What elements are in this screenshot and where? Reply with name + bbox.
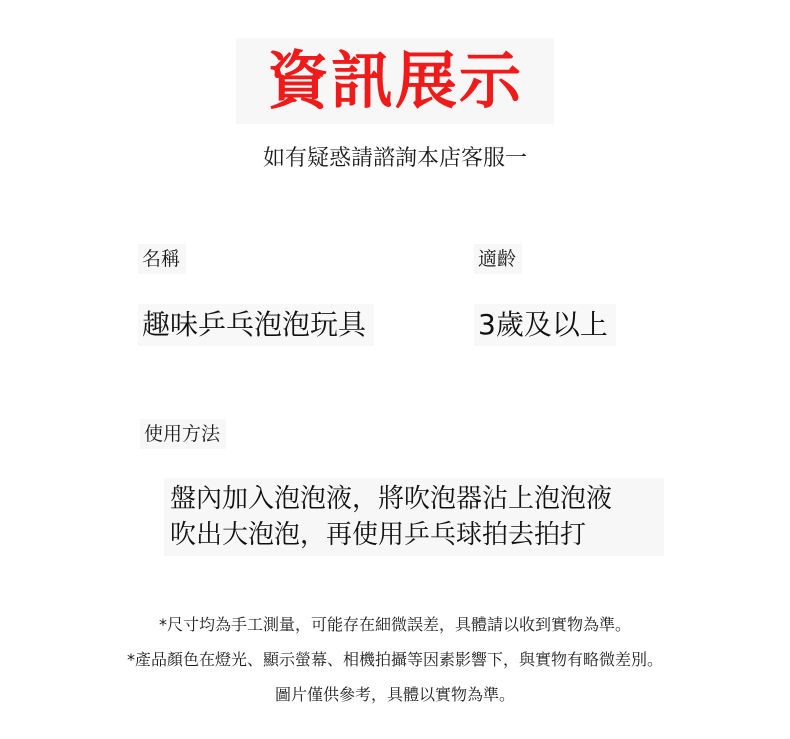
page-subtitle: 如有疑惑請諮詢本店客服一 (262, 146, 527, 171)
note-color: *產品顏色在燈光、顯示螢幕、相機拍攝等因素影響下，與實物有略微差別。 (126, 650, 663, 669)
name-value: 趣味乒乓泡泡玩具 (138, 304, 374, 346)
usage-label: 使用方法 (140, 419, 226, 449)
note-size: *尺寸均為手工測量，可能存在細微誤差，具體請以收到實物為準。 (158, 615, 631, 634)
age-value: 3歲及以上 (474, 304, 616, 346)
usage-line-2: 吹出大泡泡，再使用乒乓球拍去拍打 (170, 520, 587, 550)
page-title: 資訊展示 (266, 44, 523, 117)
note-reference: 圖片僅供參考，具體以實物為準。 (274, 685, 515, 704)
name-label: 名稱 (138, 244, 186, 274)
title-banner (236, 38, 554, 124)
age-label: 適齡 (474, 244, 522, 274)
usage-line-1: 盤內加入泡泡液，將吹泡器沾上泡泡液 (170, 484, 613, 514)
